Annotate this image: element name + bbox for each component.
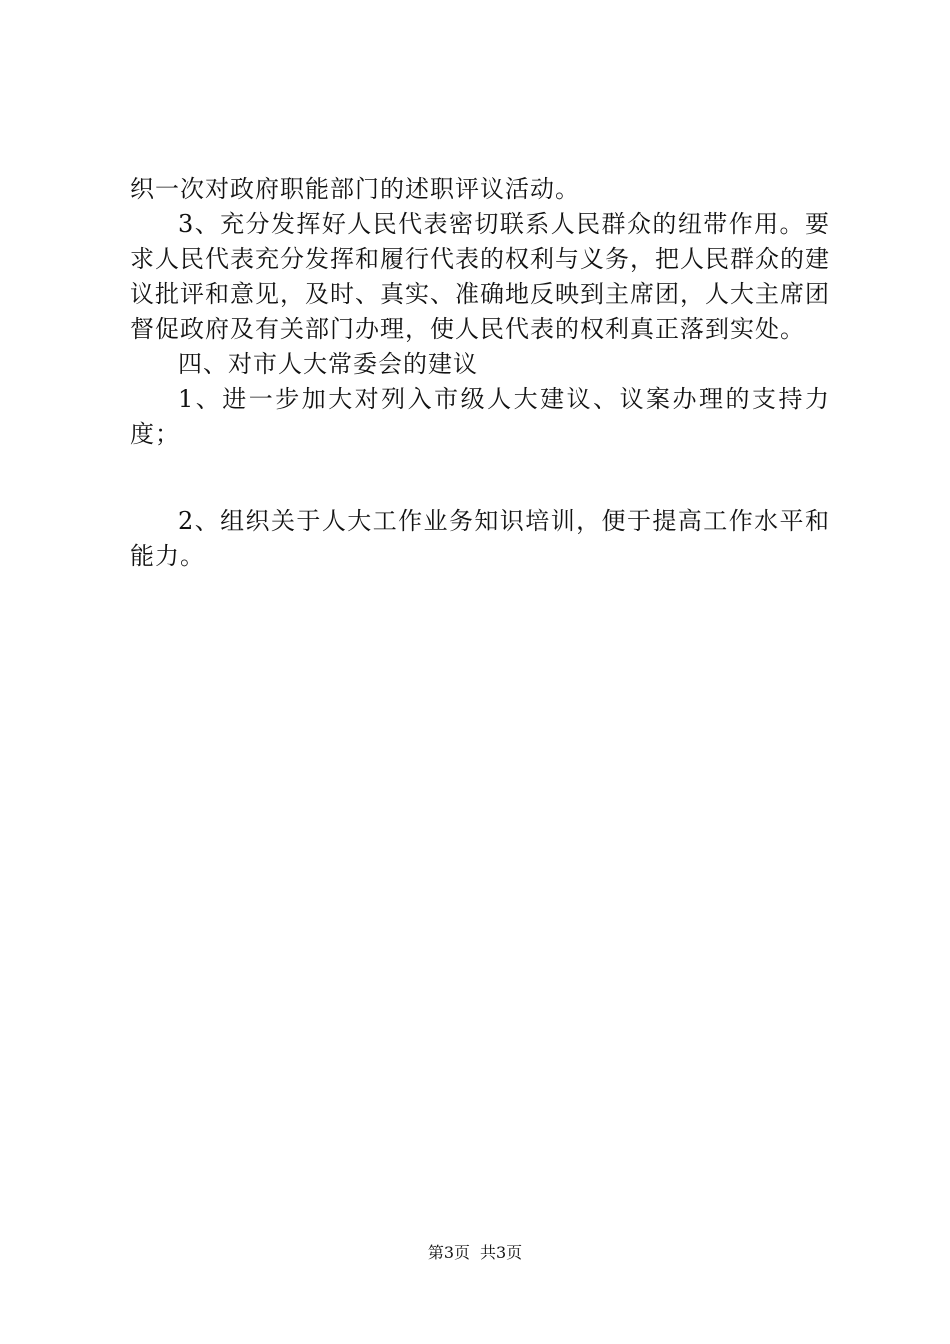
paragraph-suggestion-1: 1、进一步加大对列入市级人大建议、议案办理的支持力度； xyxy=(130,385,830,448)
section-heading-4: 四、对市人大常委会的建议 xyxy=(178,350,478,378)
page-footer xyxy=(0,1242,950,1264)
page-number: 第3页 xyxy=(427,1243,470,1262)
paragraph-item-3: 3、充分发挥好人民代表密切联系人民群众的纽带作用。要求人民代表充分发挥和履行代表的权利与义务，把人民群众的建议批评和意见，及时、真实、准确地反映到主席团，人大主席团督促政府及有关部门办理，使人民代表的权利真正落到实处。 xyxy=(130,210,830,343)
paragraph-suggestion-2: 2、组织关于人大工作业务知识培训，便于提高工作水平和能力。 xyxy=(130,507,830,570)
paragraph-continuation: 织一次对政府职能部门的述职评议活动。 xyxy=(130,175,580,203)
document-body xyxy=(130,172,830,574)
page-total: 共3页 xyxy=(480,1243,523,1262)
